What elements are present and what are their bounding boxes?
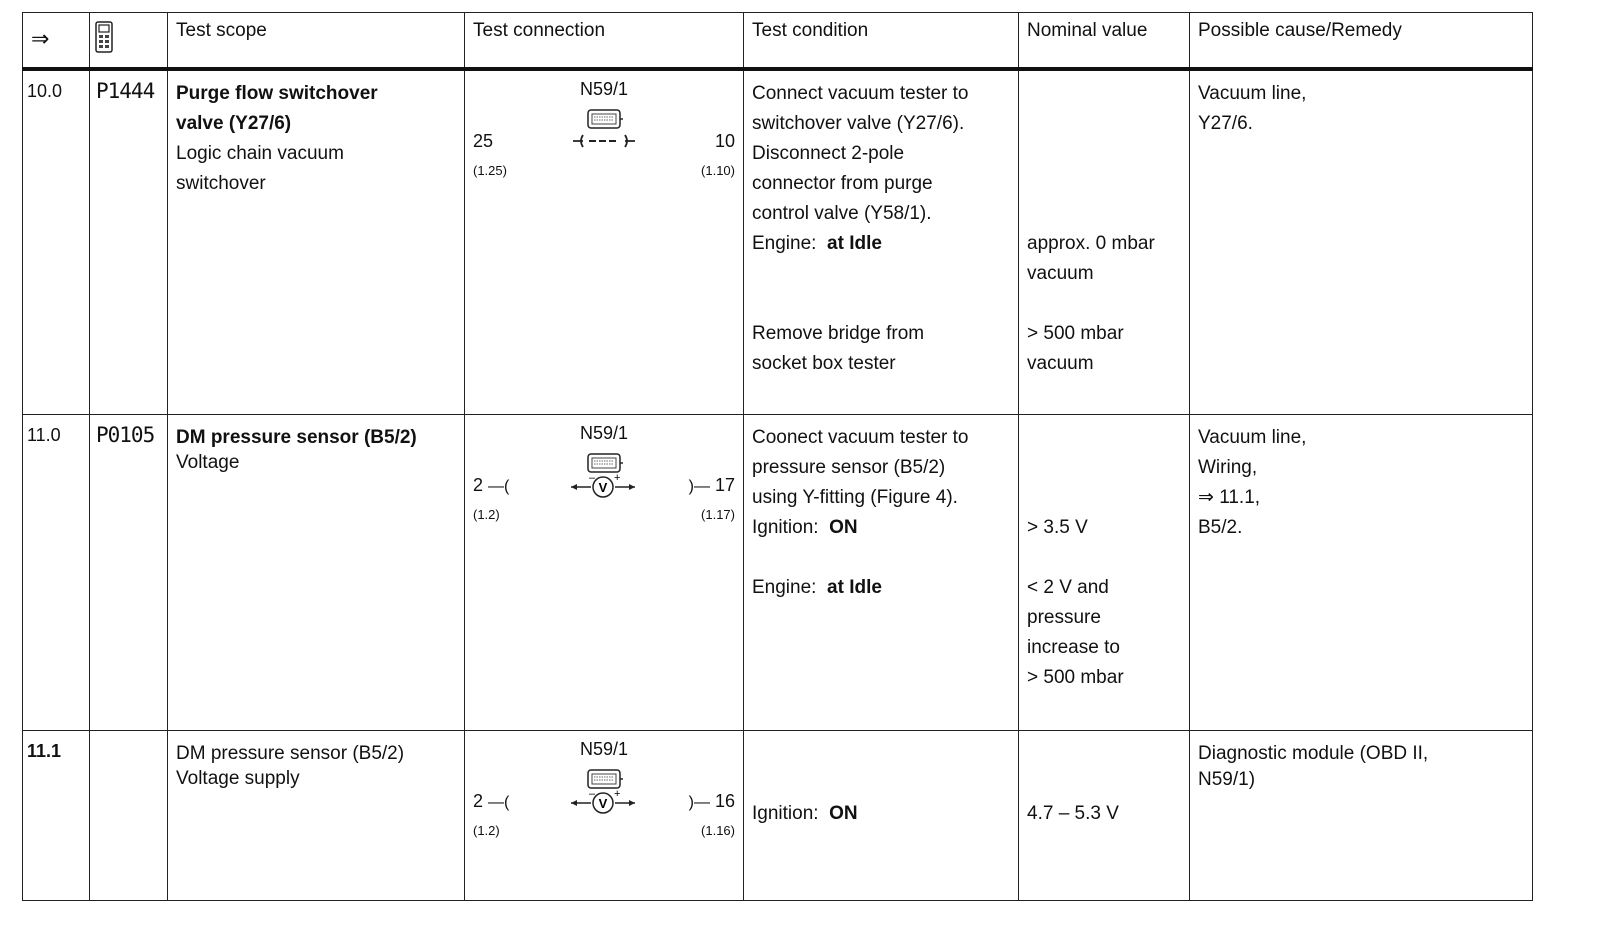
header-tester <box>90 13 168 70</box>
row-number: 11.1 <box>27 740 62 761</box>
tester-icon <box>90 13 167 60</box>
pin-right: 10 <box>714 131 735 151</box>
svg-text:V: V <box>598 795 608 811</box>
possible-cause: Diagnostic module (OBD II, N59/1) <box>1198 742 1429 790</box>
nominal-value: 4.7 – 5.3 V <box>1027 802 1119 824</box>
svg-text:–: – <box>589 472 596 484</box>
test-condition: Connect vacuum tester to switchover valve (Y27/6). Disconnect 2-pole connector from purge control valve (Y58/1). Engine: at Idle Remove bridge from socket box tester <box>752 83 969 374</box>
possible-cause: Vacuum line, Y27/6. <box>1198 83 1307 134</box>
test-condition: Coonect vacuum tester to pressure sensor (B5/2) using Y-fitting (Figure 4). Ignition: ON Engine: at Idle <box>752 426 969 598</box>
socket-left: (1.2) <box>473 822 500 838</box>
dtc-code: P1444 <box>96 79 155 103</box>
header-condition: Test condition <box>744 13 1019 70</box>
diagnostic-test-table <box>22 12 1533 901</box>
pin-right: )— 17 <box>688 474 735 495</box>
test-connection <box>465 731 743 871</box>
bridge-icon <box>559 129 649 158</box>
socket-right: (1.10) <box>701 163 735 178</box>
pin-left: 25 <box>473 131 494 151</box>
header-scope: Test scope <box>168 13 465 70</box>
test-scope: DM pressure sensor (B5/2) Voltage supply <box>176 742 405 789</box>
pin-left: 2 —( <box>473 474 510 495</box>
socket-right: (1.17) <box>701 506 735 522</box>
svg-text:+: + <box>614 472 621 484</box>
pin-right: )— 16 <box>688 790 735 811</box>
connector-label: N59/1 <box>579 738 629 759</box>
header-remedy: Possible cause/Remedy <box>1190 13 1533 70</box>
svg-text:+: + <box>614 788 621 800</box>
svg-text:–: – <box>589 788 596 800</box>
arrow-icon: ⇒ <box>31 26 50 51</box>
socket-left: (1.2) <box>473 506 500 522</box>
possible-cause: Vacuum line, Wiring, ⇒ 11.1, B5/2. <box>1198 426 1307 538</box>
header-row <box>23 13 1533 70</box>
voltmeter-icon <box>559 789 649 822</box>
row-number: 11.0 <box>27 424 61 445</box>
svg-text:V: V <box>598 479 608 495</box>
voltmeter-icon <box>559 473 649 506</box>
header-nominal: Nominal value <box>1019 13 1190 70</box>
pin-left: 2 —( <box>473 790 510 811</box>
header-connection: Test connection <box>465 13 744 70</box>
table-row <box>23 414 1533 730</box>
dtc-code <box>90 731 167 739</box>
connector-label: N59/1 <box>579 79 629 99</box>
test-connection <box>465 415 743 555</box>
test-condition: Ignition: ON <box>752 802 858 824</box>
test-scope: DM pressure sensor (B5/2) Voltage <box>176 426 417 473</box>
table-row <box>23 730 1533 900</box>
header-arrow <box>23 13 90 70</box>
connector-label: N59/1 <box>579 422 629 443</box>
test-scope: Purge flow switchover valve (Y27/6) Logic chain vacuum switchover <box>176 83 378 194</box>
socket-right: (1.16) <box>701 822 735 838</box>
test-connection <box>465 71 743 211</box>
row-number: 10.0 <box>27 81 63 101</box>
nominal-value: approx. 0 mbar vacuum > 500 mbar vacuum <box>1027 233 1155 374</box>
socket-left: (1.25) <box>473 163 507 178</box>
table-row <box>23 69 1533 414</box>
dtc-code: P0105 <box>96 422 155 447</box>
nominal-value: > 3.5 V < 2 V and pressure increase to > 500 mbar <box>1027 516 1124 688</box>
